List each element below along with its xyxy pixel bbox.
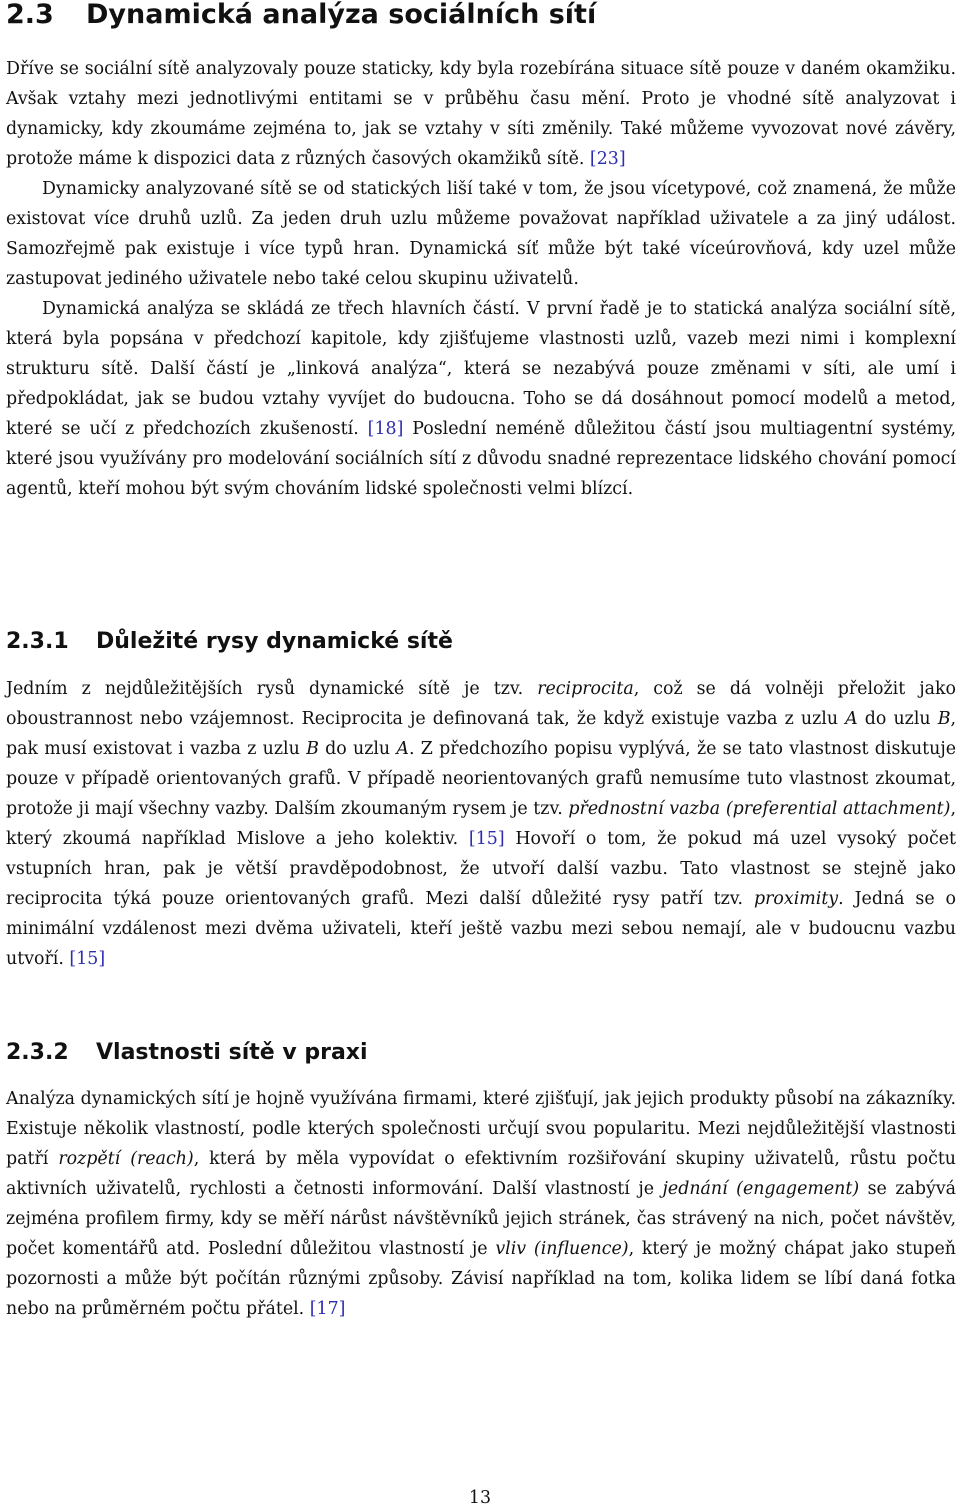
term-emphasis: proximity — [753, 889, 839, 909]
subsection-heading — [6, 1039, 368, 1067]
paragraph-text: . Z předchozího popisu vyplývá, že se tato vlastnost diskutuje pouze v případě orientovaných grafů. V případě neorientovaných grafů nemusíme tuto vlastnost zkoumat, protože ji mají všechny vazby. Dalším zkoumaným rysem je tzv. — [6, 739, 957, 819]
paragraph-text: se zabývá zejména profilem firmy, kdy se měří nárůst návštěvníků jejich stránek, čas strávený na nich, počet návštěv, počet komentářů atd. Poslední důležitou vlastností je — [6, 1179, 957, 1259]
paragraph-text: do uzlu — [318, 739, 397, 759]
section-number: 2.3 — [6, 0, 54, 30]
subsection-number: 2.3.2 — [6, 1040, 69, 1065]
term-emphasis: reciprocita — [537, 679, 634, 699]
paragraph-text: Dynamická analýza se skládá ze třech hlavních částí. V první řadě je to statická analýza sociální sítě, která byla popsána v předchozí kapitole, kdy zjišťujeme vlastnosti uzlů, vazeb mezi nimi i komplexní strukturu sítě. Další částí je „linková analýza“, která se nezabývá pouze změnami v síti, ale umí i předpokládat, jak se budou vztahy vyvíjet do budoucna. Toho se dá dosáhnout pomocí modelů a metod, které se učí z předchozích zkušeností. — [6, 299, 956, 439]
paragraph-intro — [6, 54, 956, 174]
section-title: Dynamická analýza sociálních sítí — [86, 0, 597, 30]
subsection-body — [6, 674, 956, 974]
subsection-heading — [6, 628, 453, 656]
citation-link[interactable]: [17] — [309, 1299, 346, 1319]
paragraph-text: , který je možný chápat jako stupeň pozornosti a může být počítán různými způsoby. Závisí například na tom, kolika lidem se líbí daná fotka nebo na průměrném počtu přátel. — [6, 1239, 956, 1319]
paragraph-text: , který zkoumá například Mislove a jeho kolektiv. — [6, 799, 956, 849]
citation-link[interactable]: [15] — [69, 949, 106, 969]
citation-link[interactable]: [18] — [367, 419, 404, 439]
term-emphasis: vliv (influence) — [495, 1239, 629, 1259]
term-emphasis: jednání (engagement) — [662, 1179, 860, 1199]
section-heading — [6, 0, 596, 32]
subsection-number: 2.3.1 — [6, 629, 69, 654]
paragraph-text: Analýza dynamických sítí je hojně využívána firmami, které zjišťují, jak jejich produkty působí na zákazníky. Existuje několik vlastností, podle kterých společnosti určují svou popularitu. Mezi nejdůležitější vlastnosti patří — [6, 1089, 956, 1169]
paragraph-text: Dříve se sociální sítě analyzovaly pouze staticky, kdy byla rozebírána situace sítě pouze v daném okamžiku. Avšak vztahy mezi jednotlivými entitami se v průběhu času mění. Proto je vhodné sítě analyzovat i dynamicky, kdy zkoumáme zejména to, jak se vztahy v síti změnily. Také můžeme vyvozovat nové závěry, protože máme k dispozici data z různých časových okamžiků sítě. — [6, 59, 956, 169]
math-variable: B — [306, 739, 319, 759]
paragraph-text: , pak musí existovat i vazba z uzlu — [6, 709, 957, 759]
math-variable: B — [937, 709, 951, 729]
subsection-title: Důležité rysy dynamické sítě — [96, 629, 453, 654]
subsection-body — [6, 1084, 956, 1324]
paragraph-text: , což se dá volněji přeložit jako oboustrannost nebo vzájemnost. Reciprocita je definovaná tak, že když existuje vazba z uzlu — [6, 679, 956, 729]
paragraph-text: . Jedná se o minimální vzdálenost mezi dvěma uživateli, kteří ještě vazbu mezi sebou nemají, ale v budoucnu vazbu utvoří. — [6, 889, 957, 969]
term-emphasis: přednostní vazba (preferential attachment) — [568, 799, 951, 819]
math-variable: A — [396, 739, 409, 759]
paragraph-multitype: Dynamicky analyzované sítě se od statických liší také v tom, že jsou vícetypové, což znamená, že může existovat více druhů uzlů. Za jeden druh uzlu můžeme považovat například uživatele a za jiný událost. Samozřejmě pak existuje i více typů hran. Dynamická síť může být také víceúrovňová, kdy uzel může zastupovat jediného uživatele nebo také celou skupinu uživatelů. — [6, 179, 956, 289]
paragraph-text: do uzlu — [857, 709, 938, 729]
paragraph-practice — [6, 1084, 956, 1324]
paragraph-components — [6, 294, 956, 504]
subsection-title: Vlastnosti sítě v praxi — [96, 1040, 368, 1065]
section-body — [6, 54, 956, 504]
paragraph-text: Jedním z nejdůležitějších rysů dynamické sítě je tzv. — [6, 679, 538, 699]
paragraph-text: , která by měla vypovídat o efektivním rozšiřování skupiny uživatelů, růstu počtu aktivních uživatelů, rychlosti a četnosti informování. Další vlastností je — [6, 1149, 957, 1199]
paragraph-text: Hovoří o tom, že pokud má uzel vysoký počet vstupních hran, pak je větší pravděpodobnost, že utvoří další vazbu. Tato vlastnost se stejně jako reciprocita týká pouze orientovaných grafů. Mezi další důležité rysy patří tzv. — [6, 829, 956, 909]
page-number: 13 — [468, 1488, 492, 1508]
term-emphasis: rozpětí (reach) — [58, 1149, 194, 1169]
math-variable: A — [845, 709, 858, 729]
citation-link[interactable]: [15] — [468, 829, 505, 849]
citation-link[interactable]: [23] — [589, 149, 626, 169]
paragraph-text: Poslední neméně důležitou částí jsou multiagentní systémy, které jsou využívány pro modelování sociálních sítí z důvodu snadné reprezentace lidského chování pomocí agentů, kteří mohou být svým chováním lidské společnosti velmi blízcí. — [6, 419, 956, 499]
paragraph-features — [6, 674, 956, 974]
